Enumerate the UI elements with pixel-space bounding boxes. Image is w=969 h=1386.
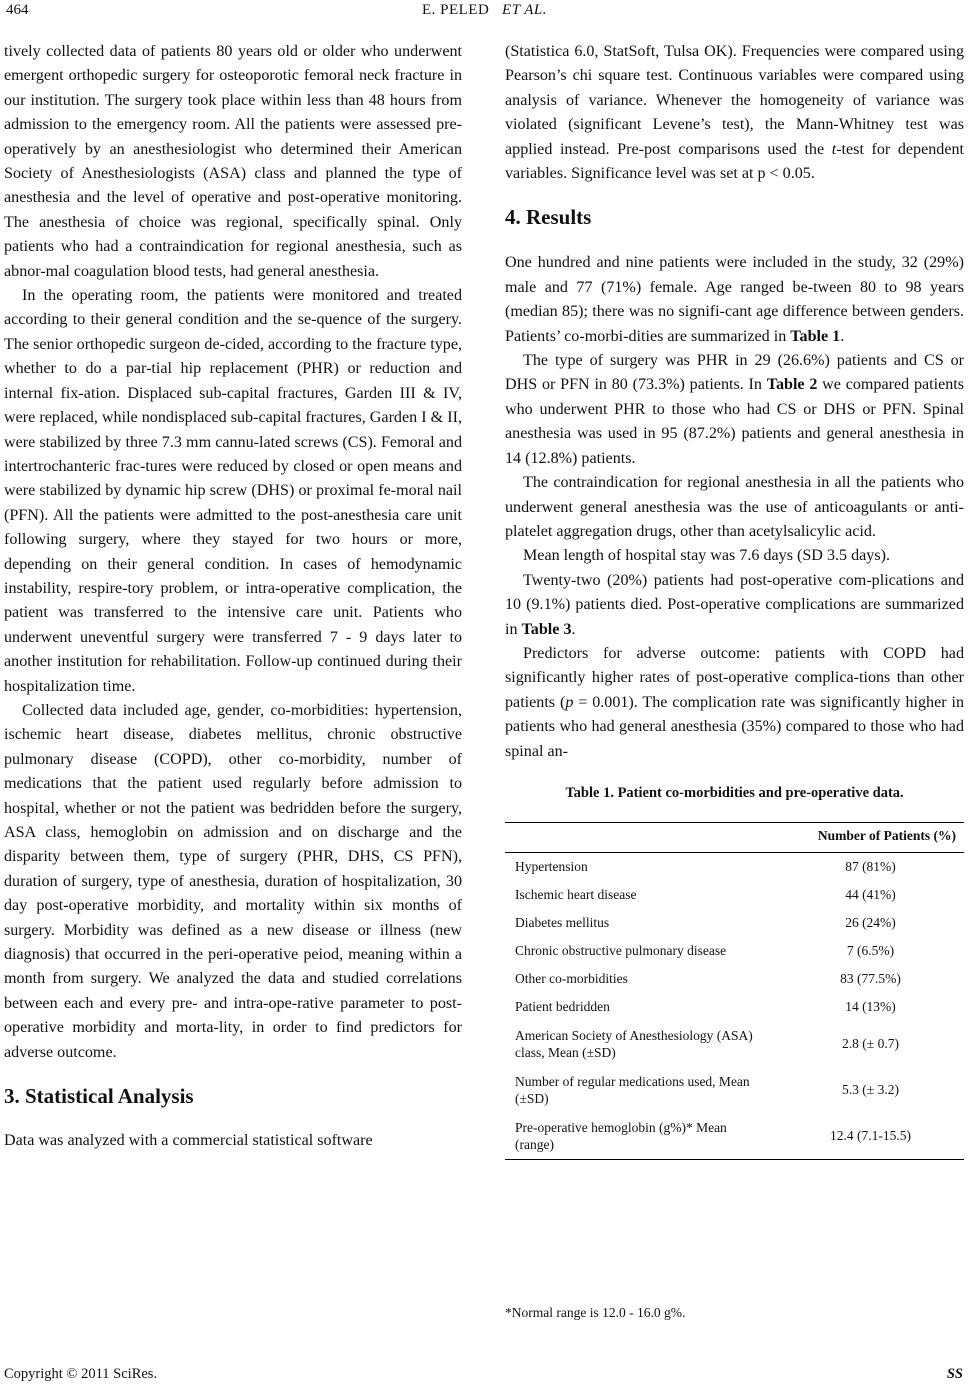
- table-row: [505, 965, 964, 993]
- table-row: [505, 881, 964, 909]
- page-header: [0, 0, 969, 30]
- results-2-b: we compared patients who underwent PHR to those who had CS or DHS or PFN. Spinal anesthesia was used in 95 (87.2%) patients and general anesthesia in 14 (12.8%) patients.: [505, 376, 964, 467]
- row-value: 87 (81%): [845, 859, 896, 875]
- results-5-a: Twenty-two (20%) patients had post-operative com-plications and 10 (9.1%) patients died. Post-operative complications are summarized in: [505, 571, 964, 638]
- table-header-empty: [505, 822, 773, 852]
- table-row: [505, 1067, 964, 1113]
- row-value: 83 (77.5%): [840, 971, 901, 987]
- results-6-b: = 0.001). The complication rate was significantly higher in patients who had general anesthesia (35%) compared to those who had spinal an-: [505, 693, 964, 760]
- row-label: Number of regular medications used, Mean (±SD): [515, 1073, 750, 1106]
- table1-footnote: *Normal range is 12.0 - 16.0 g%.: [505, 1305, 686, 1320]
- running-head-author: E. PELED: [421, 2, 490, 18]
- table-row: [505, 993, 964, 1021]
- results-6-a: Predictors for adverse outcome: patients with COPD had significantly higher rates of post-operative complica-tions than other patients (: [505, 644, 964, 711]
- row-value: 26 (24%): [845, 915, 896, 931]
- table-header-row: [505, 822, 964, 852]
- results-1-b: .: [840, 327, 845, 345]
- row-label: American Society of Anesthesiology (ASA) class, Mean (±SD): [515, 1027, 753, 1060]
- running-head: [0, 2, 969, 19]
- stats-t: t: [831, 140, 837, 158]
- section-heading-statistical-analysis: 3. Statistical Analysis: [4, 1084, 194, 1109]
- paragraph-results-2: [505, 349, 964, 471]
- paragraph-results-5: [505, 569, 964, 642]
- table1: [505, 822, 964, 1160]
- row-label: Patient bedridden: [515, 999, 610, 1015]
- results-2-a: The type of surgery was PHR in 29 (26.6%) patients and CS or DHS or PFN in 80 (73.3%) patients. In: [505, 352, 964, 394]
- row-label: Other co-morbidities: [515, 971, 628, 987]
- results-6-p: p: [565, 693, 574, 711]
- row-label: Chronic obstructive pulmonary disease: [515, 943, 727, 959]
- row-value: 14 (13%): [845, 999, 896, 1015]
- right-column: [505, 40, 964, 1160]
- results-1-a: One hundred and nine patients were included in the study, 32 (29%) male and 77 (71%) female. Age ranged be-tween 80 to 98 years (median 85); there was no signifi-cant age difference between genders. Patients’ co-morbi-dities are summarized in: [505, 254, 964, 345]
- stats-text-b: -test for dependent variables. Significance level was set at p < 0.05.: [505, 140, 965, 183]
- section-heading-results: 4. Results: [505, 205, 592, 230]
- results-5-b: .: [571, 620, 576, 638]
- row-label: Ischemic heart disease: [515, 887, 637, 903]
- table-row: [505, 937, 964, 965]
- row-value: 44 (41%): [845, 887, 896, 903]
- paragraph-results-6: [505, 642, 964, 764]
- row-value: 2.8 (± 0.7): [842, 1036, 899, 1052]
- table-row: [505, 852, 964, 881]
- table3-reference: Table 3: [521, 620, 572, 638]
- table-row: [505, 1021, 964, 1067]
- table1-reference: Table 1: [790, 327, 841, 345]
- paragraph-statistics-cont: [505, 40, 964, 186]
- stats-text-a: (Statistica 6.0, StatSoft, Tulsa OK). Frequencies were compared using Pearson’s chi square test. Continuous variables were compared using analysis of variance. Whenever the homogeneity of variance was violated (significant Levene’s test), the Mann-Whitney test was applied instead. Pre-post comparisons used the: [505, 43, 964, 158]
- table-row: [505, 909, 964, 937]
- row-label: Pre-operative hemoglobin (g%)* Mean (range): [515, 1119, 727, 1152]
- journal-abbreviation: SS: [946, 1366, 963, 1382]
- left-column: [4, 40, 462, 1153]
- paragraph-methods-2: In the operating room, the patients were monitored and treated according to their general condition and the se-quence of the surgery. The senior orthopedic surgeon de-cided, according to the fracture type, whether to do a par-tial hip replacement (PHR) or reduction and internal fix-ation. Displaced sub-capital fractures, Garden III & IV, were replaced, while nondisplaced sub-capital fractures, Garden I & II, were stabilized by three 7.3 mm cannu-lated screws (CS). Femoral and intertrochanteric frac-tures were reduced by closed or open means and were stabilized by dynamic hip screw (DHS) or proximal fe-moral nail (PFN). All the patients were admitted to the post-anesthesia care unit following surgery, where they stayed for two hours or more, depending on their general condition. In cases of hemodynamic instability, respire-tory problem, or intra-operative complication, the patient was transferred to the intensive care unit. Patients who underwent uneventful surgery were transferred 7 - 9 days later to another institution for rehabilitation. Follow-up continued during their hospitalization time.: [4, 287, 462, 695]
- paragraph-methods-3: Collected data included age, gender, co-morbidities: hypertension, ischemic heart disease, diabetes mellitus, chronic obstructive pulmonary disease (COPD), other co-morbidity, number of medications that the patient used regularly before admission to hospital, whether or not the patient was bedridden before the surgery, ASA class, hemoglobin on admission and on discharge and the disparity between them, type of surgery (PHR, DHS, CS PFN), duration of surgery, type of anesthesia, duration of hospitalization, 30 day post-operative morbidity, and mortality within six months of surgery. Morbidity was defined as a new disease or illness (new diagnosis) that occurred in the peri-operative peiod, meaning within a month from surgery. We analyzed the data and studied correlations between each and every pre- and intra-ope-rative parameter to post-operative morbidity and morta-lity, in order to find predictors for adverse outcome.: [4, 701, 462, 1061]
- running-head-et-al: ET AL.: [502, 2, 548, 18]
- table2-reference: Table 2: [766, 376, 818, 394]
- table-header-patients: Number of Patients (%): [817, 827, 956, 843]
- paragraph-statistics-start: Data was analyzed with a commercial statistical software: [4, 1132, 373, 1150]
- paragraph-results-4: Mean length of hospital stay was 7.6 days (SD 3.5 days).: [523, 547, 890, 565]
- row-value: 5.3 (± 3.2): [842, 1082, 899, 1098]
- paragraph-results-3: The contraindication for regional anesthesia in all the patients who underwent general anesthesia was the use of anticoagulants or anti-platelet aggregation drugs, other than acetylsalicylic acid.: [505, 474, 964, 540]
- page-number: 464: [6, 2, 29, 18]
- paragraph-methods-1: tively collected data of patients 80 years old or older who underwent emergent orthopedic surgery for osteoporotic femoral neck fracture in our institution. The surgery took place within less than 48 hours from admission to the emergency room. All the patients were assessed pre-operatively by an anesthesiologist who determined their American Society of Anesthesiologists (ASA) class and planned the type of anesthesia and the level of operative and post-operative monitoring. The anesthesia of choice was regional, specifically spinal. Only patients who had a contraindication for regional anesthesia, such as abnor-mal coagulation blood tests, had general anesthesia.: [4, 43, 462, 280]
- row-label: Diabetes mellitus: [515, 915, 610, 931]
- table-row: [505, 1113, 964, 1160]
- paragraph-results-1: [505, 251, 964, 349]
- row-label: Hypertension: [515, 859, 588, 875]
- table1-caption: Table 1. Patient co-morbidities and pre-operative data.: [565, 784, 904, 801]
- copyright-notice: Copyright © 2011 SciRes.: [4, 1366, 158, 1382]
- row-value: 7 (6.5%): [846, 943, 895, 959]
- row-value: 12.4 (7.1-15.5): [830, 1128, 911, 1144]
